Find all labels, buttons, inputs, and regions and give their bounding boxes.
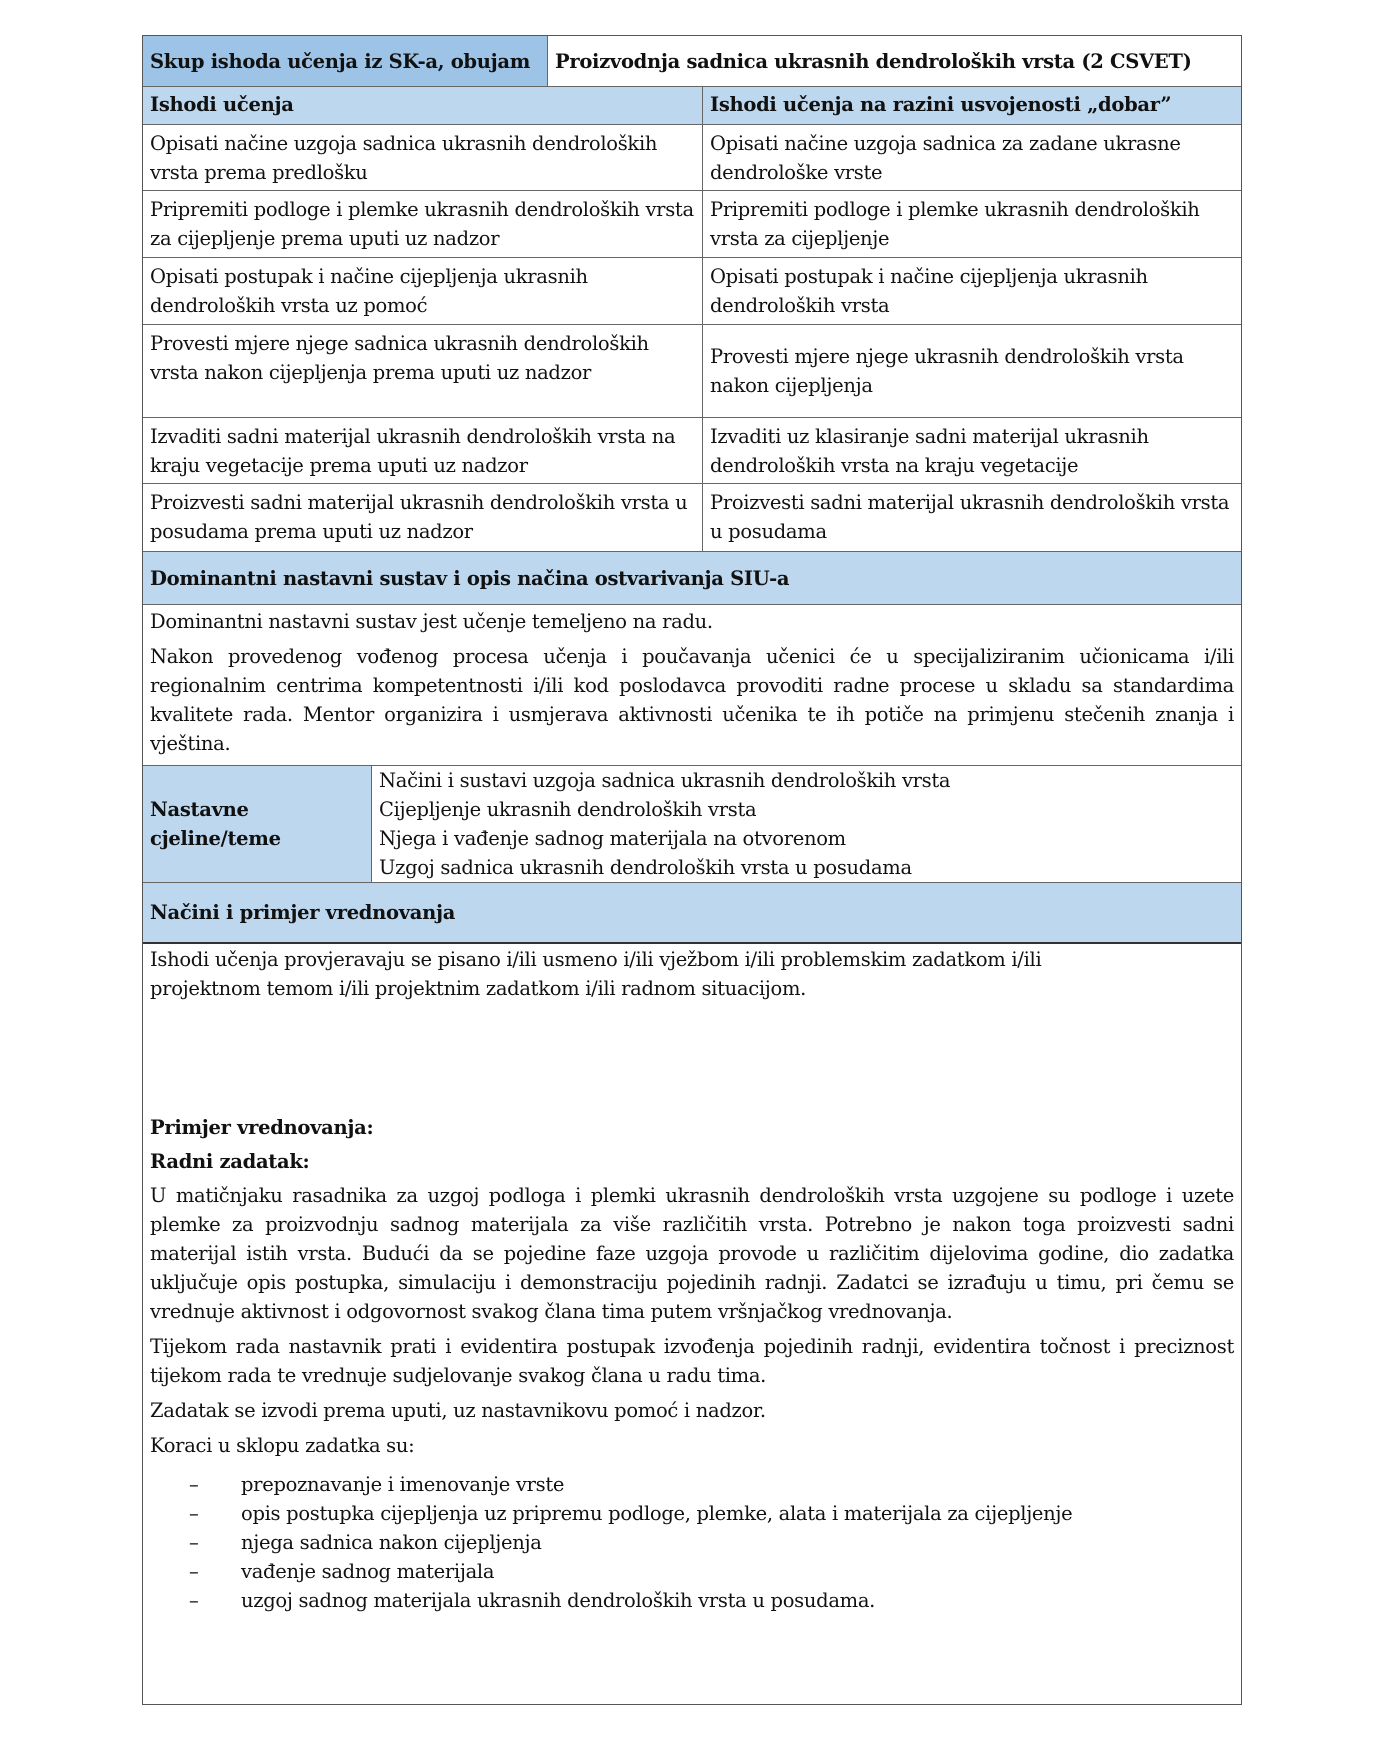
outcome-left: Opisati postupak i načine cijepljenja ukrasnih dendroloških vrsta uz pomoć [150, 265, 588, 317]
task-heading: Radni zadatak: [150, 1150, 310, 1173]
outcome-right: Opisati postupak i načine cijepljenja ukrasnih dendroloških vrsta [702, 258, 1241, 324]
header-row [143, 36, 1241, 87]
task-paragraph-2: Tijekom rada nastavnik prati i evidentira postupak izvođenja pojedinih radnji, evidentira točnost i preciznost tijekom rada te vrednuje sudjelovanje svakog člana u radu tima. [150, 1335, 1234, 1387]
outcome-right: Proizvesti sadni materijal ukrasnih dendroloških vrsta u posudama [702, 484, 1241, 551]
step-item [150, 1557, 1234, 1586]
evaluation-body [143, 944, 1241, 1704]
header-value-cell [547, 36, 1241, 86]
example-heading: Primjer vrednovanja: [150, 1116, 374, 1139]
unit-item: Načini i sustavi uzgoja sadnica ukrasnih dendroloških vrsta [379, 769, 951, 792]
outcome-right [702, 325, 1241, 417]
header-label-cell [143, 36, 547, 86]
step-item [150, 1528, 1234, 1557]
step-text: opis postupka cijepljenja uz pripremu podloge, plemke, alata i materijala za cijepljenje [241, 1502, 1073, 1525]
outcome-left: Pripremiti podloge i plemke ukrasnih dendroloških vrsta za cijepljenje prema uputi uz nadzor [150, 198, 694, 250]
teaching-p2: Nakon provedenog vođenog procesa učenja i poučavanja učenici će u specijaliziranim učionicama i/ili regionalnim centrima kompetentnosti i/ili kod poslodavca provoditi radne procese u skladu sa standardima kvalitete rada. Mentor organizira i usmjerava aktivnosti učenika te ih potiče na primjenu stečenih znanja i vještina. [150, 645, 1234, 755]
outcome-row [143, 191, 1241, 258]
dash-bullet-icon: – [189, 1560, 199, 1583]
step-text: uzgoj sadnog materijala ukrasnih dendroloških vrsta u posudama. [241, 1589, 876, 1612]
outcome-right: Pripremiti podloge i plemke ukrasnih dendroloških vrsta za cijepljenje [702, 191, 1241, 257]
step-text: vađenje sadnog materijala [241, 1560, 495, 1583]
outcomes-header-row [143, 87, 1241, 125]
evaluation-intro: Ishodi učenja provjeravaju se pisano i/ili usmeno i/ili vježbom i/ili problemskim zadatkom i/ili projektnom temom i/ili projektnim zadatkom i/ili radnom situacijom. [150, 948, 1042, 1000]
evaluation-heading-text: Načini i primjer vrednovanja [150, 901, 456, 924]
outcome-row [143, 325, 1241, 418]
teaching-heading [143, 552, 1241, 604]
col-left-header [143, 87, 702, 124]
units-row [143, 766, 1241, 883]
dash-bullet-icon: – [189, 1473, 199, 1496]
outcome-left: Opisati načine uzgoja sadnica ukrasnih dendroloških vrsta prema predlošku [150, 132, 658, 184]
step-item [150, 1499, 1234, 1528]
col-left-label: Ishodi učenja [150, 93, 294, 116]
outcome-left: Provesti mjere njege sadnica ukrasnih dendroloških vrsta nakon cijepljenja prema uputi uz nadzor [150, 332, 649, 384]
header-label: Skup ishoda učenja iz SK-a, obujam [150, 49, 531, 73]
teaching-heading-row [143, 552, 1241, 605]
unit-item: Njega i vađenje sadnog materijala na otvorenom [379, 827, 846, 850]
steps-list [150, 1470, 1234, 1615]
curriculum-table [142, 35, 1242, 1705]
col-right-header [702, 87, 1241, 124]
task-paragraph-1: U matičnjaku rasadnika za uzgoj podloga i plemki ukrasnih dendroloških vrsta uzgojene su podloge i uzete plemke za proizvodnju sadnog materijala za više različitih vrsta. Potrebno je nakon toga proizvesti sadni materijal istih vrsta. Budući da se pojedine faze uzgoja provode u različitim dijelovima godine, dio zadatka uključuje opis postupka, simulaciju i demonstraciju pojedinih radnji. Zadatci se izrađuju u timu, pri čemu se vrednuje aktivnost i odgovornost svakog člana tima putem vršnjačkog vrednovanja. [150, 1184, 1234, 1323]
evaluation-heading [143, 883, 1241, 942]
col-right-label: Ishodi učenja na razini usvojenosti „dobar” [710, 93, 1172, 116]
units-label: Nastavne cjeline/teme [150, 798, 281, 850]
step-text: prepoznavanje i imenovanje vrste [241, 1473, 565, 1496]
step-item [150, 1470, 1234, 1499]
header-value: Proizvodnja sadnica ukrasnih dendroloških vrsta (2 CSVET) [555, 49, 1192, 73]
step-item [150, 1586, 1234, 1615]
outcome-right-text: Provesti mjere njege ukrasnih dendroloških vrsta nakon cijepljenja [710, 345, 1184, 397]
outcome-left: Proizvesti sadni materijal ukrasnih dendroloških vrsta u posudama prema uputi uz nadzor [150, 491, 688, 543]
evaluation-body-row [143, 944, 1241, 1704]
units-label-cell [143, 766, 371, 882]
outcome-row [143, 418, 1241, 484]
teaching-p1: Dominantni nastavni sustav jest učenje temeljeno na radu. [150, 610, 713, 633]
outcome-row [143, 484, 1241, 552]
outcome-left: Izvaditi sadni materijal ukrasnih dendroloških vrsta na kraju vegetacije prema uputi uz nadzor [150, 425, 676, 477]
task-paragraph-3: Zadatak se izvodi prema uputi, uz nastavnikovu pomoć i nadzor. [150, 1399, 766, 1422]
unit-item: Uzgoj sadnica ukrasnih dendroloških vrsta u posudama [379, 856, 912, 879]
units-list [371, 766, 1241, 882]
dash-bullet-icon: – [189, 1589, 199, 1612]
outcome-row [143, 125, 1241, 191]
outcome-right: Opisati načine uzgoja sadnica za zadane ukrasne dendrološke vrste [702, 125, 1241, 190]
outcome-row [143, 258, 1241, 325]
step-text: njega sadnica nakon cijepljenja [241, 1531, 542, 1554]
teaching-description [143, 605, 1241, 765]
outcome-right: Izvaditi uz klasiranje sadni materijal ukrasnih dendroloških vrsta na kraju vegetacije [702, 418, 1241, 483]
steps-intro: Koraci u sklopu zadatka su: [150, 1434, 415, 1457]
teaching-heading-text: Dominantni nastavni sustav i opis načina ostvarivanja SIU-a [150, 566, 790, 590]
teaching-description-row [143, 605, 1241, 766]
unit-item: Cijepljenje ukrasnih dendroloških vrsta [379, 798, 757, 821]
evaluation-heading-row [143, 883, 1241, 944]
dash-bullet-icon: – [189, 1531, 199, 1554]
dash-bullet-icon: – [189, 1502, 199, 1525]
